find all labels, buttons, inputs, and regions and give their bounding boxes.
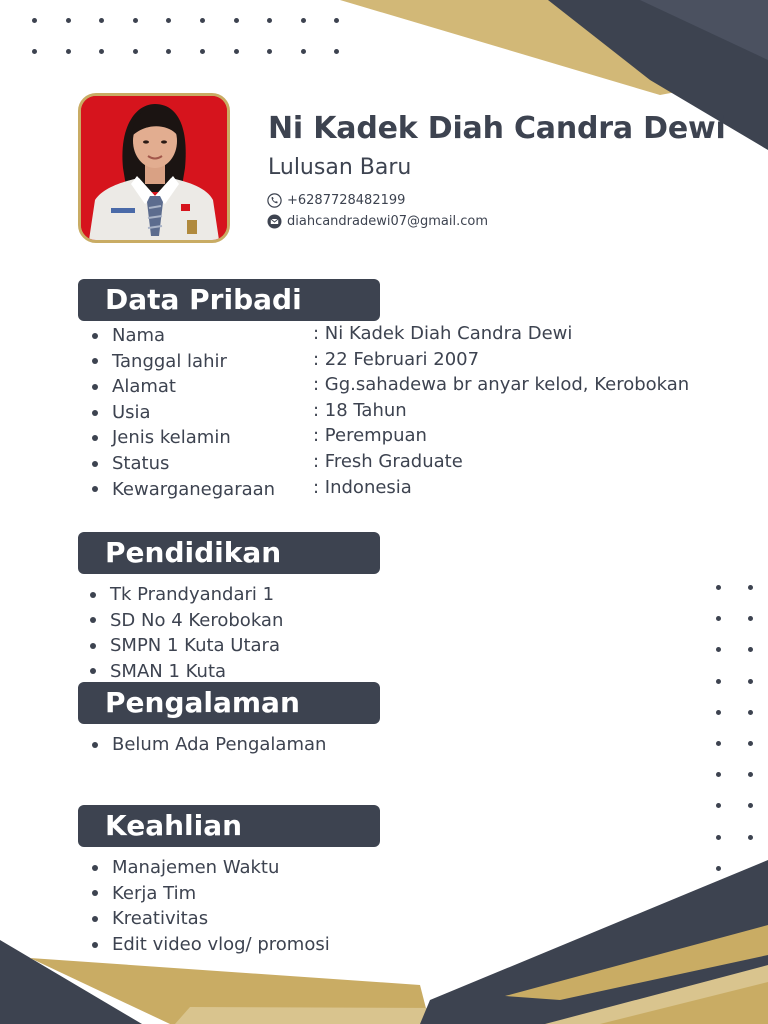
list-item: Belum Ada Pengalaman: [90, 732, 326, 758]
list-item: Manajemen Waktu: [90, 855, 330, 881]
decorative-dot: [200, 18, 205, 23]
pendidikan-list: [88, 582, 283, 684]
person-subtitle: Lulusan Baru: [268, 155, 412, 180]
decorative-dot: [748, 835, 753, 840]
data-pribadi-value: : Perempuan: [313, 425, 427, 447]
decorative-dot: [301, 49, 306, 54]
data-pribadi-label: Nama: [90, 323, 275, 349]
person-name: Ni Kadek Diah Candra Dewi: [268, 111, 726, 146]
data-pribadi-value: : 18 Tahun: [313, 399, 407, 421]
decorative-dot: [716, 866, 721, 871]
decorative-dot: [66, 18, 71, 23]
decorative-dot: [748, 710, 753, 715]
data-pribadi-label: Tanggal lahir: [90, 349, 275, 375]
decorative-dot: [716, 835, 721, 840]
contact-email: [267, 214, 488, 229]
data-pribadi-label: Jenis kelamin: [90, 425, 275, 451]
section-header-data-pribadi: [78, 279, 380, 321]
decorative-dot: [234, 18, 239, 23]
email-icon: [267, 214, 282, 229]
keahlian-list: [90, 855, 330, 957]
decorative-dot: [66, 49, 71, 54]
section-title-pengalaman: Pengalaman: [105, 686, 300, 719]
list-item: SD No 4 Kerobokan: [88, 608, 283, 634]
pengalaman-list: [90, 732, 326, 758]
decorative-dot: [748, 679, 753, 684]
section-header-keahlian: [78, 805, 380, 847]
data-pribadi-label: Kewarganegaraan: [90, 477, 275, 503]
decorative-dot: [133, 18, 138, 23]
data-pribadi-value: : Ni Kadek Diah Candra Dewi: [313, 323, 573, 344]
contact-phone: [267, 193, 405, 208]
section-title-keahlian: Keahlian: [105, 809, 243, 842]
data-pribadi-value: : 22 Februari 2007: [313, 348, 480, 370]
decorative-dot: [32, 18, 37, 23]
decorative-dot: [234, 49, 239, 54]
list-item: SMAN 1 Kuta: [88, 659, 283, 685]
data-pribadi-labels: [90, 323, 275, 502]
data-pribadi-label: Status: [90, 451, 275, 477]
phone-number: +6287728482199: [287, 193, 406, 208]
data-pribadi-value: : Indonesia: [313, 476, 412, 498]
list-item: Tk Prandyandari 1: [88, 582, 283, 608]
list-item: Kerja Tim: [90, 881, 330, 907]
decorative-dot: [32, 49, 37, 54]
profile-photo: [78, 93, 230, 243]
decorative-dot: [133, 49, 138, 54]
decorative-dot: [716, 679, 721, 684]
data-pribadi-value: : Gg.sahadewa br anyar kelod, Kerobokan: [313, 374, 690, 396]
data-pribadi-label: Usia: [90, 400, 275, 426]
list-item: Kreativitas: [90, 906, 330, 932]
profile-photo-illustration: [81, 96, 227, 240]
decorative-dot: [748, 741, 753, 746]
phone-icon: [267, 193, 282, 208]
data-pribadi-label: Alamat: [90, 374, 275, 400]
decorative-dot: [200, 49, 205, 54]
section-header-pendidikan: [78, 532, 380, 574]
data-pribadi-values: [313, 321, 689, 500]
decorative-dot: [301, 18, 306, 23]
section-header-pengalaman: [78, 682, 380, 724]
decorative-dot: [716, 585, 721, 590]
list-item: Edit video vlog/ promosi: [90, 932, 330, 958]
decorative-dot: [748, 585, 753, 590]
section-title-data-pribadi: Data Pribadi: [105, 283, 302, 316]
decorative-dot: [716, 710, 721, 715]
email-address: diahcandradewi07@gmail.com: [287, 214, 489, 229]
data-pribadi-value: : Fresh Graduate: [313, 450, 463, 472]
decorative-dot: [716, 741, 721, 746]
list-item: SMPN 1 Kuta Utara: [88, 633, 283, 659]
section-title-pendidikan: Pendidikan: [105, 536, 282, 569]
